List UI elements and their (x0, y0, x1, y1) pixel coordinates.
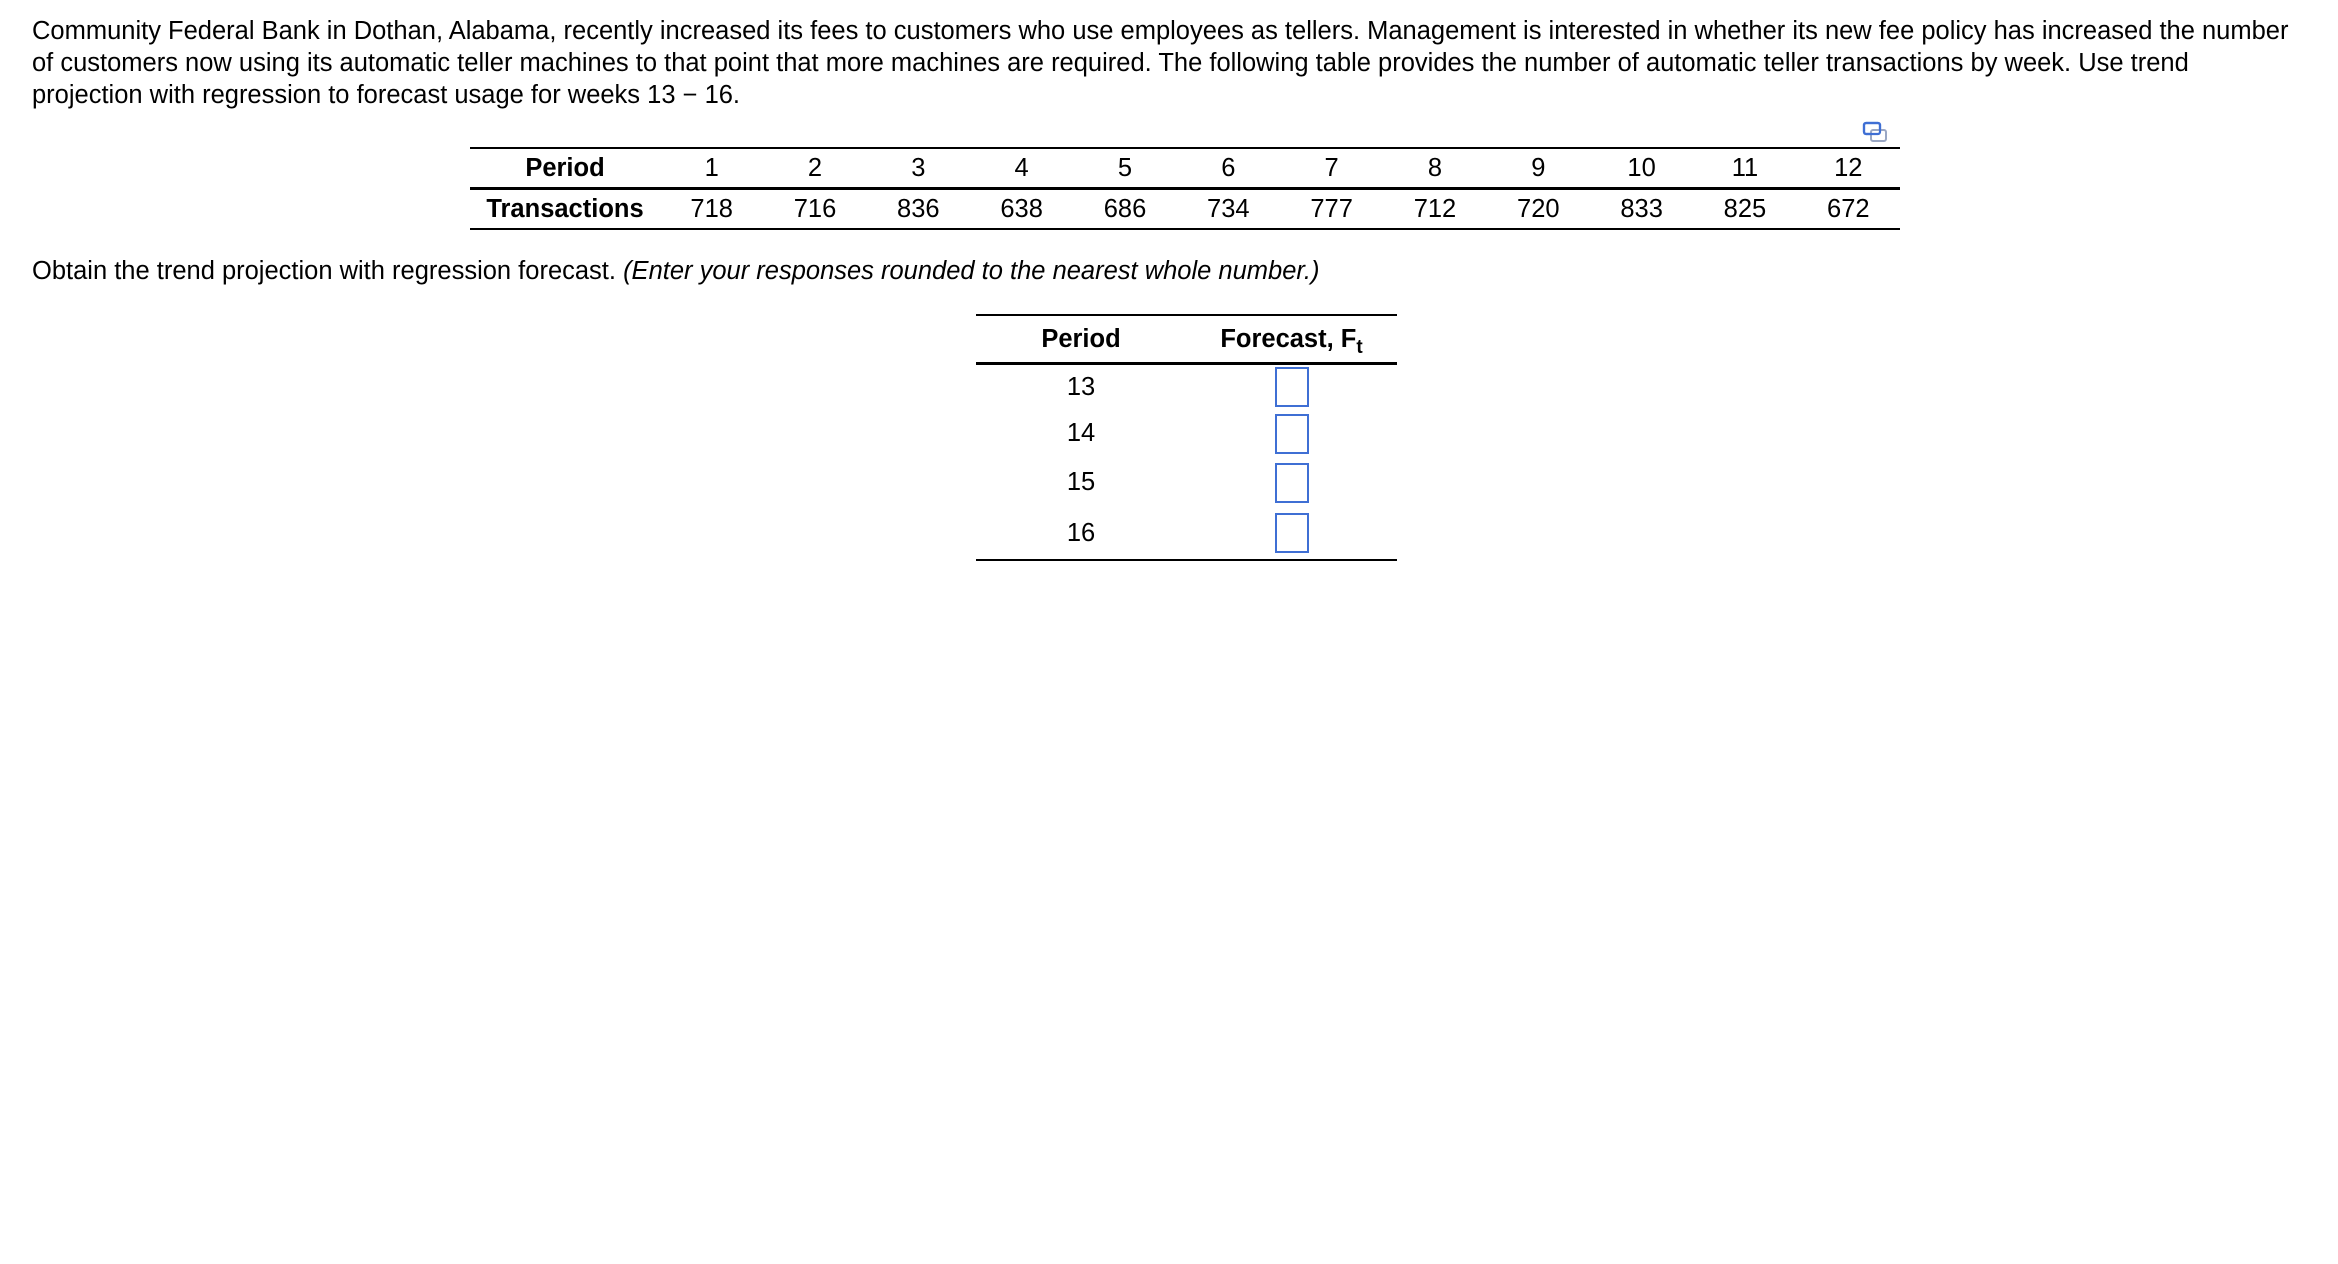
transactions-cell: 833 (1620, 195, 1663, 223)
problem-statement: Community Federal Bank in Dothan, Alabama, recently increased its fees to customers who use employees as tellers. Management is interested in whether its new fee policy has increased the number of customers now using its automatic teller machines to that point that more machines are required. The following table provides the number of automatic teller transactions by week. Use trend projection with regression to forecast usage for weeks 13 − 16. (32, 17, 2289, 109)
period-row-header: Period (470, 148, 660, 189)
forecast-row (976, 507, 1397, 560)
forecast-header-label: Forecast, F (1220, 325, 1357, 353)
forecast-answer-input-13[interactable] (1275, 367, 1309, 407)
transactions-row (470, 189, 1900, 230)
period-cell: 11 (1693, 148, 1796, 189)
transactions-cell: 686 (1103, 195, 1147, 223)
forecast-answer-cell (1186, 409, 1397, 458)
transactions-cell: 777 (1310, 195, 1353, 223)
forecast-row (976, 458, 1397, 507)
period-cell: 2 (763, 148, 866, 189)
forecast-header-row (976, 315, 1397, 364)
prompt-hint: (Enter your responses rounded to the nearest whole number.) (623, 257, 1320, 285)
forecast-answer-input-14[interactable] (1275, 414, 1309, 454)
period-row (470, 148, 1900, 189)
transactions-cell: 836 (897, 195, 940, 223)
copy-data-icon[interactable] (1862, 121, 1888, 145)
period-cell: 12 (1797, 148, 1900, 189)
transactions-cell: 638 (1000, 195, 1043, 223)
question-prompt (32, 255, 1320, 287)
transactions-cell: 720 (1517, 195, 1560, 223)
prompt-text: Obtain the trend projection with regression forecast. (32, 257, 624, 285)
transactions-row-header: Transactions (486, 195, 644, 223)
period-cell: 4 (970, 148, 1073, 189)
transactions-cell: 716 (793, 195, 837, 223)
forecast-row (976, 409, 1397, 458)
forecast-row (976, 364, 1397, 410)
period-cell: 1 (660, 148, 763, 189)
forecast-answer-cell (1186, 458, 1397, 507)
period-cell: 8 (1383, 148, 1486, 189)
forecast-period-cell: 14 (1066, 419, 1096, 447)
transactions-cell: 734 (1207, 195, 1250, 223)
forecast-column-header (1186, 315, 1397, 364)
forecast-table (976, 314, 1397, 561)
forecast-answer-cell (1186, 507, 1397, 560)
transactions-data-table (470, 147, 1900, 230)
period-cell: 3 (867, 148, 970, 189)
forecast-period-cell: 16 (1066, 518, 1096, 547)
transactions-cell: 712 (1413, 195, 1457, 223)
period-column-header: Period (976, 315, 1186, 364)
forecast-header-subscript: t (1356, 337, 1363, 358)
period-cell: 6 (1177, 148, 1280, 189)
forecast-answer-cell (1186, 364, 1397, 410)
forecast-answer-input-15[interactable] (1275, 463, 1309, 503)
forecast-answer-input-16[interactable] (1275, 513, 1309, 553)
period-cell: 9 (1487, 148, 1590, 189)
period-cell: 5 (1073, 148, 1176, 189)
transactions-cell: 672 (1827, 195, 1870, 223)
period-cell: 7 (1280, 148, 1383, 189)
forecast-period-cell: 15 (1066, 468, 1096, 496)
transactions-cell: 718 (690, 195, 733, 223)
forecast-period-cell: 13 (1066, 372, 1096, 401)
transactions-cell: 825 (1723, 195, 1767, 223)
period-cell: 10 (1590, 148, 1693, 189)
